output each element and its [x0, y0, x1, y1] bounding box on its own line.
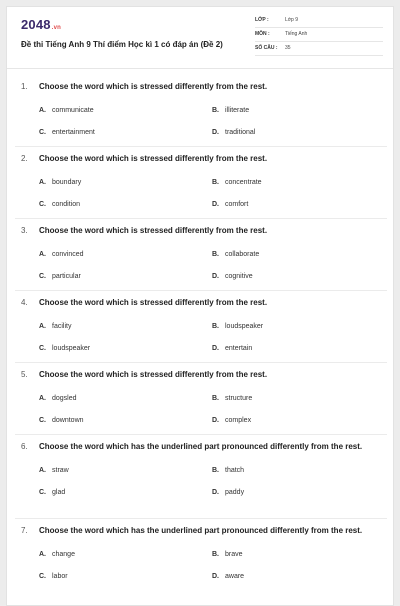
- exam-page: [6, 6, 394, 606]
- option-text: comfort: [225, 201, 249, 208]
- option-d[interactable]: [212, 345, 252, 352]
- option-text: glad: [52, 489, 66, 496]
- option-c[interactable]: [39, 345, 90, 352]
- option-a[interactable]: [39, 551, 75, 558]
- option-b[interactable]: [212, 107, 249, 114]
- option-d[interactable]: [212, 489, 244, 496]
- question-number: 2.: [21, 153, 28, 163]
- option-a[interactable]: [39, 179, 81, 186]
- option-letter: B.: [212, 107, 219, 114]
- question-divider: [15, 518, 387, 519]
- question-number: 1.: [21, 81, 28, 91]
- exam-header: [7, 7, 393, 69]
- question-text: Choose the word which is stressed differently from the rest.: [39, 82, 268, 91]
- question-2: [7, 153, 395, 209]
- answer-options: [7, 453, 395, 497]
- option-d[interactable]: [212, 573, 244, 580]
- question-text: Choose the word which has the underlined part pronounced differently from the rest.: [39, 442, 363, 451]
- question-number: 7.: [21, 525, 28, 535]
- option-letter: A.: [39, 179, 46, 186]
- question-4: [7, 297, 395, 353]
- option-letter: D.: [212, 129, 219, 136]
- option-text: straw: [52, 467, 69, 474]
- question-divider: [15, 146, 387, 147]
- option-letter: C.: [39, 417, 46, 424]
- question-text: Choose the word which is stressed differently from the rest.: [39, 298, 268, 307]
- option-c[interactable]: [39, 201, 80, 208]
- option-text: particular: [52, 273, 81, 280]
- option-text: dogsled: [52, 395, 77, 402]
- option-text: cognitive: [225, 273, 253, 280]
- option-text: brave: [225, 551, 243, 558]
- meta-label: SỐ CÂU :: [255, 45, 278, 51]
- option-d[interactable]: [212, 129, 255, 136]
- option-letter: A.: [39, 323, 46, 330]
- option-letter: A.: [39, 395, 46, 402]
- answer-options: [7, 381, 395, 425]
- option-b[interactable]: [212, 467, 244, 474]
- meta-value: Tiếng Anh: [285, 31, 308, 37]
- option-text: illiterate: [225, 107, 250, 114]
- question-number: 5.: [21, 369, 28, 379]
- question-divider: [15, 218, 387, 219]
- answer-options: [7, 309, 395, 353]
- option-b[interactable]: [212, 251, 259, 258]
- option-d[interactable]: [212, 201, 248, 208]
- option-text: change: [52, 551, 75, 558]
- question-text: Choose the word which has the underlined part pronounced differently from the rest.: [39, 526, 363, 535]
- option-letter: B.: [212, 395, 219, 402]
- option-letter: B.: [212, 179, 219, 186]
- option-text: loudspeaker: [225, 323, 264, 330]
- option-letter: D.: [212, 273, 219, 280]
- option-text: condition: [52, 201, 81, 208]
- option-b[interactable]: [212, 395, 252, 402]
- option-text: entertain: [225, 345, 253, 352]
- option-text: structure: [225, 395, 253, 402]
- option-letter: B.: [212, 323, 219, 330]
- option-a[interactable]: [39, 107, 94, 114]
- question-text: Choose the word which is stressed differently from the rest.: [39, 370, 268, 379]
- question-number: 6.: [21, 441, 28, 451]
- option-letter: B.: [212, 551, 219, 558]
- option-b[interactable]: [212, 551, 243, 558]
- question-3: [7, 225, 395, 281]
- option-b[interactable]: [212, 323, 263, 330]
- meta-label: LỚP :: [255, 17, 269, 23]
- option-b[interactable]: [212, 179, 262, 186]
- option-text: communicate: [52, 107, 94, 114]
- option-letter: B.: [212, 467, 219, 474]
- option-text: downtown: [52, 417, 84, 424]
- option-letter: C.: [39, 129, 46, 136]
- option-letter: A.: [39, 251, 46, 258]
- option-a[interactable]: [39, 395, 77, 402]
- option-letter: C.: [39, 273, 46, 280]
- option-text: paddy: [225, 489, 245, 496]
- option-text: facility: [52, 323, 72, 330]
- meta-value: Lớp 9: [285, 17, 299, 23]
- logo-main: 2048: [21, 17, 51, 32]
- answer-options: [7, 165, 395, 209]
- question-7: [7, 525, 395, 581]
- option-c[interactable]: [39, 273, 81, 280]
- option-text: concentrate: [225, 179, 262, 186]
- option-d[interactable]: [212, 417, 251, 424]
- logo-suffix: .vn: [51, 25, 62, 31]
- option-letter: B.: [212, 251, 219, 258]
- option-letter: D.: [212, 201, 219, 208]
- exam-meta: [255, 17, 383, 59]
- option-text: thatch: [225, 467, 245, 474]
- meta-value: 35: [285, 45, 291, 51]
- meta-row-count: [255, 45, 383, 56]
- option-text: boundary: [52, 179, 82, 186]
- option-c[interactable]: [39, 573, 68, 580]
- site-logo[interactable]: [21, 17, 61, 32]
- meta-label: MÔN :: [255, 31, 270, 37]
- option-letter: A.: [39, 107, 46, 114]
- option-letter: C.: [39, 489, 46, 496]
- question-number: 3.: [21, 225, 28, 235]
- question-number: 4.: [21, 297, 28, 307]
- option-text: labor: [52, 573, 68, 580]
- exam-title: Đề thi Tiếng Anh 9 Thí điểm Học kì 1 có đáp án (Đề 2): [21, 40, 223, 49]
- option-text: collaborate: [225, 251, 260, 258]
- option-letter: D.: [212, 345, 219, 352]
- meta-row-class: [255, 17, 383, 28]
- option-a[interactable]: [39, 251, 84, 258]
- option-text: entertainment: [52, 129, 95, 136]
- option-letter: C.: [39, 201, 46, 208]
- option-letter: A.: [39, 467, 46, 474]
- option-letter: C.: [39, 345, 46, 352]
- question-text: Choose the word which is stressed differently from the rest.: [39, 226, 268, 235]
- answer-options: [7, 93, 395, 137]
- question-divider: [15, 290, 387, 291]
- question-5: [7, 369, 395, 425]
- option-a[interactable]: [39, 323, 71, 330]
- question-text: Choose the word which is stressed differently from the rest.: [39, 154, 268, 163]
- question-divider: [15, 362, 387, 363]
- meta-row-subject: [255, 31, 383, 42]
- option-d[interactable]: [212, 273, 253, 280]
- option-a[interactable]: [39, 467, 69, 474]
- question-divider: [15, 434, 387, 435]
- option-text: loudspeaker: [52, 345, 91, 352]
- option-text: complex: [225, 417, 252, 424]
- option-letter: D.: [212, 573, 219, 580]
- option-text: aware: [225, 573, 245, 580]
- answer-options: [7, 537, 395, 581]
- question-1: [7, 81, 395, 137]
- answer-options: [7, 237, 395, 281]
- option-c[interactable]: [39, 129, 95, 136]
- option-letter: D.: [212, 489, 219, 496]
- option-letter: D.: [212, 417, 219, 424]
- option-text: traditional: [225, 129, 256, 136]
- option-text: convinced: [52, 251, 84, 258]
- option-letter: C.: [39, 573, 46, 580]
- option-letter: A.: [39, 551, 46, 558]
- question-6: [7, 441, 395, 497]
- option-c[interactable]: [39, 489, 65, 496]
- option-c[interactable]: [39, 417, 84, 424]
